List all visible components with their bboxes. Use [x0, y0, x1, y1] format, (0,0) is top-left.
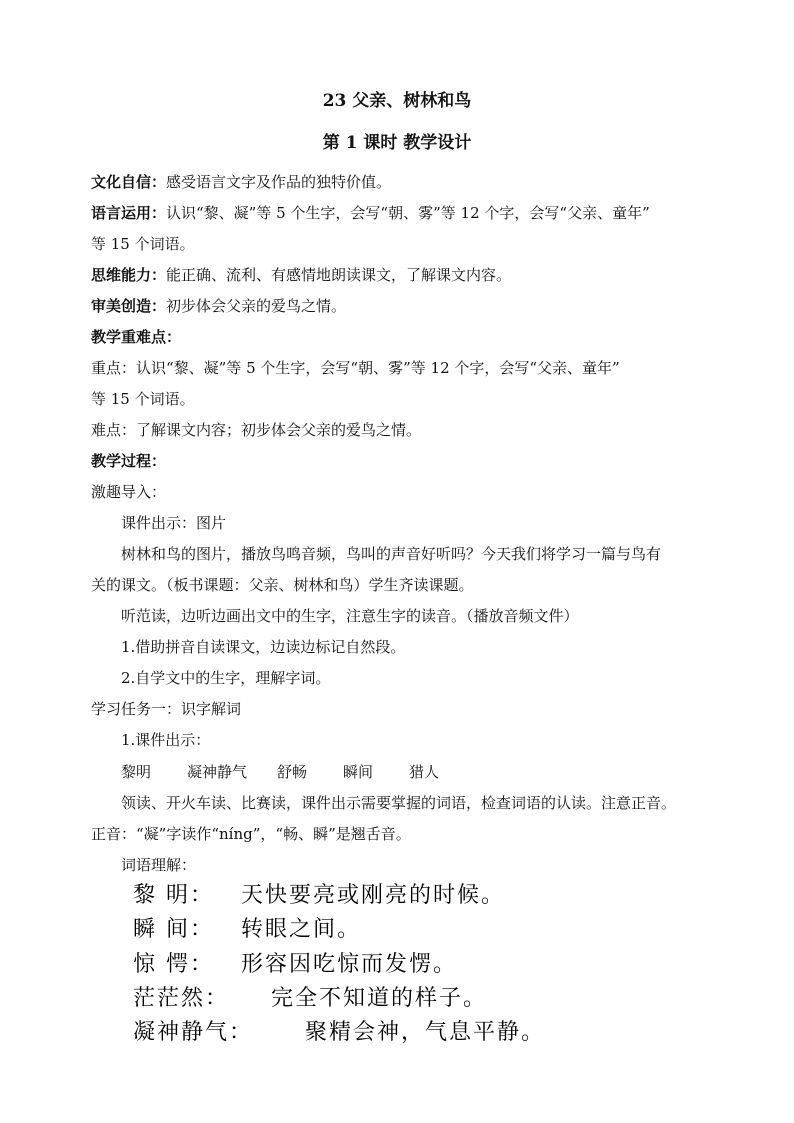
vocab-term: 惊 愕： [133, 952, 214, 977]
vocab-item [133, 951, 457, 979]
goal-aesthetic [91, 296, 346, 316]
intro-p2b: 关的课文。（板书课题：父亲、树林和鸟）学生齐读课题。 [91, 576, 474, 594]
vocab-definition: 聚精会神，气息平静。 [305, 1020, 546, 1045]
goal-text: 感受语言文字及作品的独特价值。 [166, 173, 392, 191]
vocab-definition: 形容因吃惊而发愣。 [241, 952, 458, 977]
focus-difficulty: 难点：了解课文内容；初步体会父亲的爱鸟之情。 [91, 421, 422, 439]
intro-p3: 听范读，边听边画出文中的生字，注意生字的读音。（播放音频文件） [121, 607, 579, 625]
word-item: 猎人 [409, 763, 440, 781]
word-item: 凝神静气 [187, 763, 248, 781]
word-item: 瞬间 [343, 763, 374, 781]
vocab-term: 凝神静气： [133, 1020, 254, 1045]
goal-text: 初步体会父亲的爱鸟之情。 [166, 297, 347, 315]
intro-p2a: 树林和鸟的图片，播放鸟鸣音频，鸟叫的声音好听吗？今天我们将学习一篇与鸟有 [121, 545, 662, 563]
goal-thinking [91, 265, 511, 285]
goal-label: 语言运用： [91, 204, 167, 222]
goal-text: 等 15 个词语。 [91, 235, 195, 253]
lesson-title: 23 父亲、树林和鸟 [322, 91, 472, 111]
goal-label: 审美创造： [91, 297, 167, 315]
focus-key-cont: 等 15 个词语。 [91, 390, 195, 408]
task1-heading: 学习任务一：识字解词 [91, 700, 242, 718]
intro-p5: 2.自学文中的生字，理解字词。 [121, 669, 331, 687]
vocab-definition: 完全不知道的样子。 [271, 986, 488, 1011]
focus-key: 重点：认识“黎、凝”等 5 个生字，会写“朝、雾”等 12 个字，会写“父亲、童年” [91, 359, 620, 377]
intro-p1: 课件出示：图片 [121, 514, 227, 532]
vocab-term: 黎 明： [133, 883, 214, 908]
intro-p4: 1.借助拼音自读课文，边读边标记自然段。 [121, 638, 406, 656]
word-item: 舒畅 [277, 763, 308, 781]
lesson-subtitle: 第 1 课时 教学设计 [322, 133, 472, 153]
task1-p1: 1.课件出示： [121, 731, 211, 749]
goal-language [91, 203, 650, 223]
task1-p3: 正音：“凝”字读作“níng”，“畅、瞬”是翘舌音。 [91, 825, 411, 843]
focus-heading: 教学重难点： [91, 328, 182, 346]
vocab-item [133, 985, 487, 1013]
vocab-definition: 转眼之间。 [241, 917, 362, 942]
vocab-item [133, 882, 505, 910]
goal-text: 能正确、流利、有感情地朗读课文，了解课文内容。 [166, 266, 512, 284]
goal-language-cont [91, 234, 195, 254]
vocab-term: 瞬 间： [133, 917, 214, 942]
task1-p2: 领读、开火车读、比赛读，课件出示需要掌握的词语，检查词语的认读。注意正音。 [121, 794, 677, 812]
vocab-definition: 天快要亮或刚亮的时候。 [241, 883, 506, 908]
intro-heading: 激趣导入： [91, 483, 167, 501]
goal-culture [91, 172, 391, 192]
vocab-item [133, 1019, 545, 1047]
vocab-term: 茫茫然： [133, 986, 230, 1011]
process-heading: 教学过程： [91, 452, 167, 470]
goal-text: 认识“黎、凝”等 5 个生字，会写“朝、雾”等 12 个字，会写“父亲、童年” [166, 204, 650, 222]
goal-label: 思维能力： [91, 266, 167, 284]
vocab-item [133, 916, 361, 944]
goal-label: 文化自信： [91, 173, 167, 191]
word-list [121, 762, 439, 782]
task1-p4: 词语理解： [121, 856, 197, 874]
word-item: 黎明 [121, 763, 152, 781]
